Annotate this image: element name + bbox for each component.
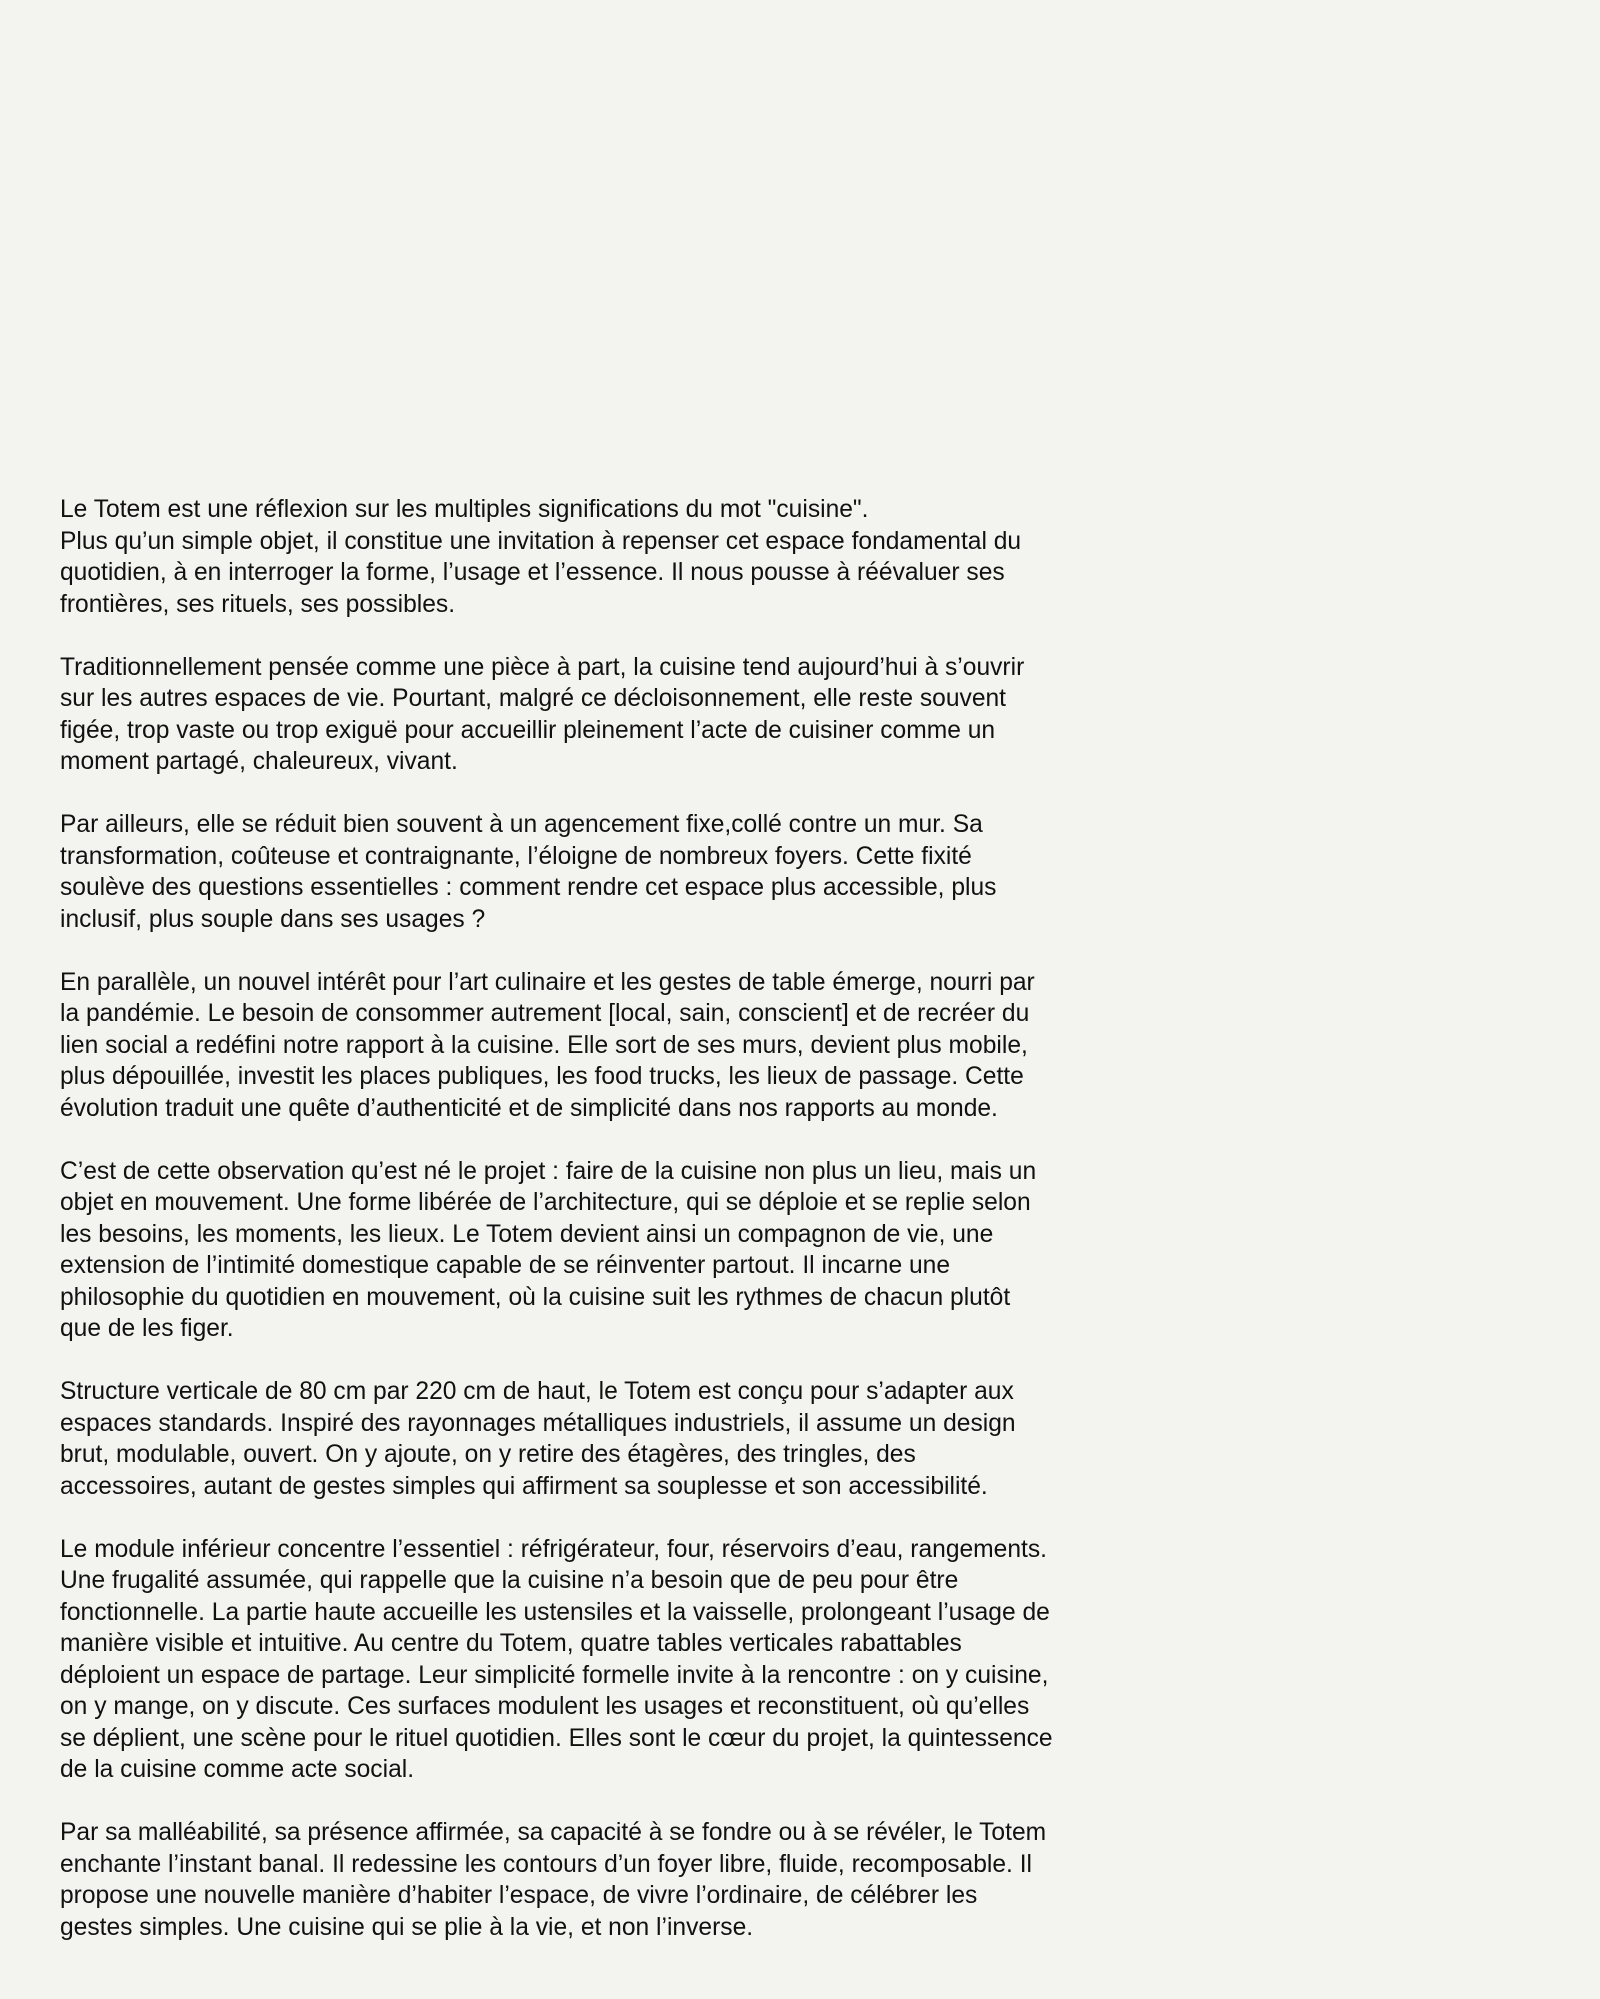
paragraph-4 bbox=[60, 967, 1240, 1125]
text-line: lien social a redéfini notre rapport à la cuisine. Elle sort de ses murs, devient plus mobile, bbox=[60, 1031, 1028, 1059]
text-line: transformation, coûteuse et contraignante, l’éloigne de nombreux foyers. Cette fixité bbox=[60, 842, 972, 870]
text-line: C’est de cette observation qu’est né le projet : faire de la cuisine non plus un lieu, mais un bbox=[60, 1157, 1037, 1185]
text-line: Le Totem est une réflexion sur les multiples significations du mot "cuisine". bbox=[60, 496, 869, 523]
text-line: En parallèle, un nouvel intérêt pour l’art culinaire et les gestes de table émerge, nourri par bbox=[60, 968, 1035, 996]
text-line: sur les autres espaces de vie. Pourtant, malgré ce décloisonnement, elle reste souvent bbox=[60, 685, 1007, 712]
text-line: les besoins, les moments, les lieux. Le Totem devient ainsi un compagnon de vie, une bbox=[60, 1220, 994, 1248]
text-line: soulève des questions essentielles : comment rendre cet espace plus accessible, plus bbox=[60, 874, 997, 901]
paragraph-6 bbox=[60, 1376, 1240, 1502]
text-line: de la cuisine comme acte social. bbox=[60, 1756, 415, 1783]
text-line: plus dépouillée, investit les places publiques, les food trucks, les lieux de passage. Cette bbox=[60, 1063, 1024, 1090]
text-line: on y mange, on y discute. Ces surfaces modulent les usages et reconstituent, où qu’elles bbox=[60, 1693, 1030, 1720]
paragraph-3 bbox=[60, 809, 1240, 935]
paragraph-5 bbox=[60, 1156, 1240, 1345]
text-line: Par sa malléabilité, sa présence affirmée, sa capacité à se fondre ou à se révéler, le Totem bbox=[60, 1819, 1047, 1846]
text-line: manière visible et intuitive. Au centre du Totem, quatre tables verticales rabattables bbox=[60, 1630, 962, 1657]
text-line: Traditionnellement pensée comme une pièce à part, la cuisine tend aujourd’hui à s’ouvrir bbox=[60, 653, 1025, 681]
text-line: accessoires, autant de gestes simples qui affirment sa souplesse et son accessibilité. bbox=[60, 1472, 988, 1500]
text-line: déploient un espace de partage. Leur simplicité formelle invite à la rencontre : on y cuisine, bbox=[60, 1661, 1049, 1689]
text-line: Plus qu’un simple objet, il constitue une invitation à repenser cet espace fondamental du bbox=[60, 527, 1022, 555]
text-line: propose une nouvelle manière d’habiter l’espace, de vivre l’ordinaire, de célébrer les bbox=[60, 1882, 978, 1909]
text-line: moment partagé, chaleureux, vivant. bbox=[60, 748, 458, 775]
text-line: philosophie du quotidien en mouvement, où la cuisine suit les rythmes de chacun plutôt bbox=[60, 1283, 1011, 1311]
text-line: la pandémie. Le besoin de consommer autrement [local, sain, conscient] et de recréer du bbox=[60, 1000, 1030, 1027]
text-line: figée, trop vaste ou trop exiguë pour accueillir pleinement l’acte de cuisiner comme un bbox=[60, 716, 996, 744]
text-line: que de les figer. bbox=[60, 1315, 234, 1342]
text-line: objet en mouvement. Une forme libérée de l’architecture, qui se déploie et se replie selon bbox=[60, 1189, 1031, 1216]
text-line: quotidien, à en interroger la forme, l’usage et l’essence. Il nous pousse à réévaluer ses bbox=[60, 559, 1005, 586]
text-line: Une frugalité assumée, qui rappelle que la cuisine n’a besoin que de peu pour être bbox=[60, 1567, 959, 1594]
text-line: Le module inférieur concentre l’essentiel : réfrigérateur, four, réservoirs d’eau, rangements. bbox=[60, 1535, 1047, 1563]
paragraph-8 bbox=[60, 1817, 1240, 1943]
text-line: frontières, ses rituels, ses possibles. bbox=[60, 590, 456, 618]
text-line: Structure verticale de 80 cm par 220 cm de haut, le Totem est conçu pour s’adapter aux bbox=[60, 1378, 1014, 1405]
text-line: inclusif, plus souple dans ses usages ? bbox=[60, 905, 486, 933]
text-line: Par ailleurs, elle se réduit bien souvent à un agencement fixe,collé contre un mur. Sa bbox=[60, 811, 983, 838]
paragraph-1 bbox=[60, 494, 1240, 620]
text-line: extension de l’intimité domestique capable de se réinventer partout. Il incarne une bbox=[60, 1252, 951, 1279]
text-line: fonctionnelle. La partie haute accueille les ustensiles et la vaisselle, prolongeant l’usage de bbox=[60, 1598, 1050, 1626]
paragraph-7 bbox=[60, 1534, 1240, 1786]
text-line: évolution traduit une quête d’authenticité et de simplicité dans nos rapports au monde. bbox=[60, 1094, 998, 1122]
text-line: brut, modulable, ouvert. On y ajoute, on y retire des étagères, des tringles, des bbox=[60, 1441, 916, 1468]
text-line: espaces standards. Inspiré des rayonnages métalliques industriels, il assume un design bbox=[60, 1409, 1016, 1437]
text-line: gestes simples. Une cuisine qui se plie à la vie, et non l’inverse. bbox=[60, 1913, 754, 1941]
paragraph-2 bbox=[60, 652, 1240, 778]
text-line: enchante l’instant banal. Il redessine les contours d’un foyer libre, fluide, recomposable. Il bbox=[60, 1850, 1033, 1878]
document-body bbox=[60, 494, 1240, 1943]
text-line: se déplient, une scène pour le rituel quotidien. Elles sont le cœur du projet, la quintessence bbox=[60, 1724, 1053, 1752]
